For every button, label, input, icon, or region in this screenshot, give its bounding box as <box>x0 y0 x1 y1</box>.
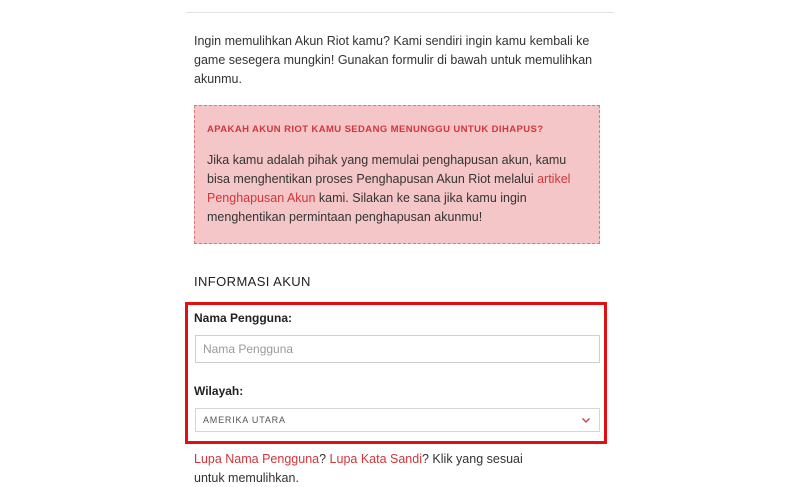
intro-text: Ingin memulihkan Akun Riot kamu? Kami sendiri ingin kamu kembali ke game sesegera mungkin! Gunakan formulir di bawah untuk memulihkan akunmu. <box>194 34 593 86</box>
help-separator: ? <box>319 452 330 466</box>
username-input[interactable] <box>195 335 600 363</box>
region-selected-value: AMERIKA UTARA <box>203 415 286 425</box>
notice-body-text-after: kami. Silakan ke sana jika kamu ingin menghentikan permintaan penghapusan akunmu! <box>207 191 527 224</box>
forgot-username-link[interactable]: Lupa Nama Pengguna <box>194 452 320 466</box>
recovery-help-text <box>194 450 554 487</box>
notice-body <box>207 151 587 227</box>
region-label: Wilayah: <box>194 384 244 398</box>
username-label: Nama Pengguna: <box>194 311 293 325</box>
region-select[interactable] <box>195 408 600 432</box>
chevron-down-icon <box>581 415 591 425</box>
account-deletion-article-link[interactable]: artikel Penghapusan Akun <box>207 172 571 205</box>
notice-body-text-before: Jika kamu adalah pihak yang memulai penghapusan akun, kamu bisa menghentikan proses Penghapusan Akun Riot melalui <box>207 153 567 186</box>
help-trailing-text: ? Klik yang sesuai untuk memulihkan. <box>194 452 523 485</box>
forgot-password-link[interactable]: Lupa Kata Sandi <box>329 452 422 466</box>
account-info-heading: INFORMASI AKUN <box>194 274 311 289</box>
notice-title: APAKAH AKUN RIOT KAMU SEDANG MENUNGGU UNTUK DIHAPUS? <box>207 124 544 135</box>
deletion-notice-box <box>194 105 600 244</box>
top-divider <box>186 12 614 13</box>
